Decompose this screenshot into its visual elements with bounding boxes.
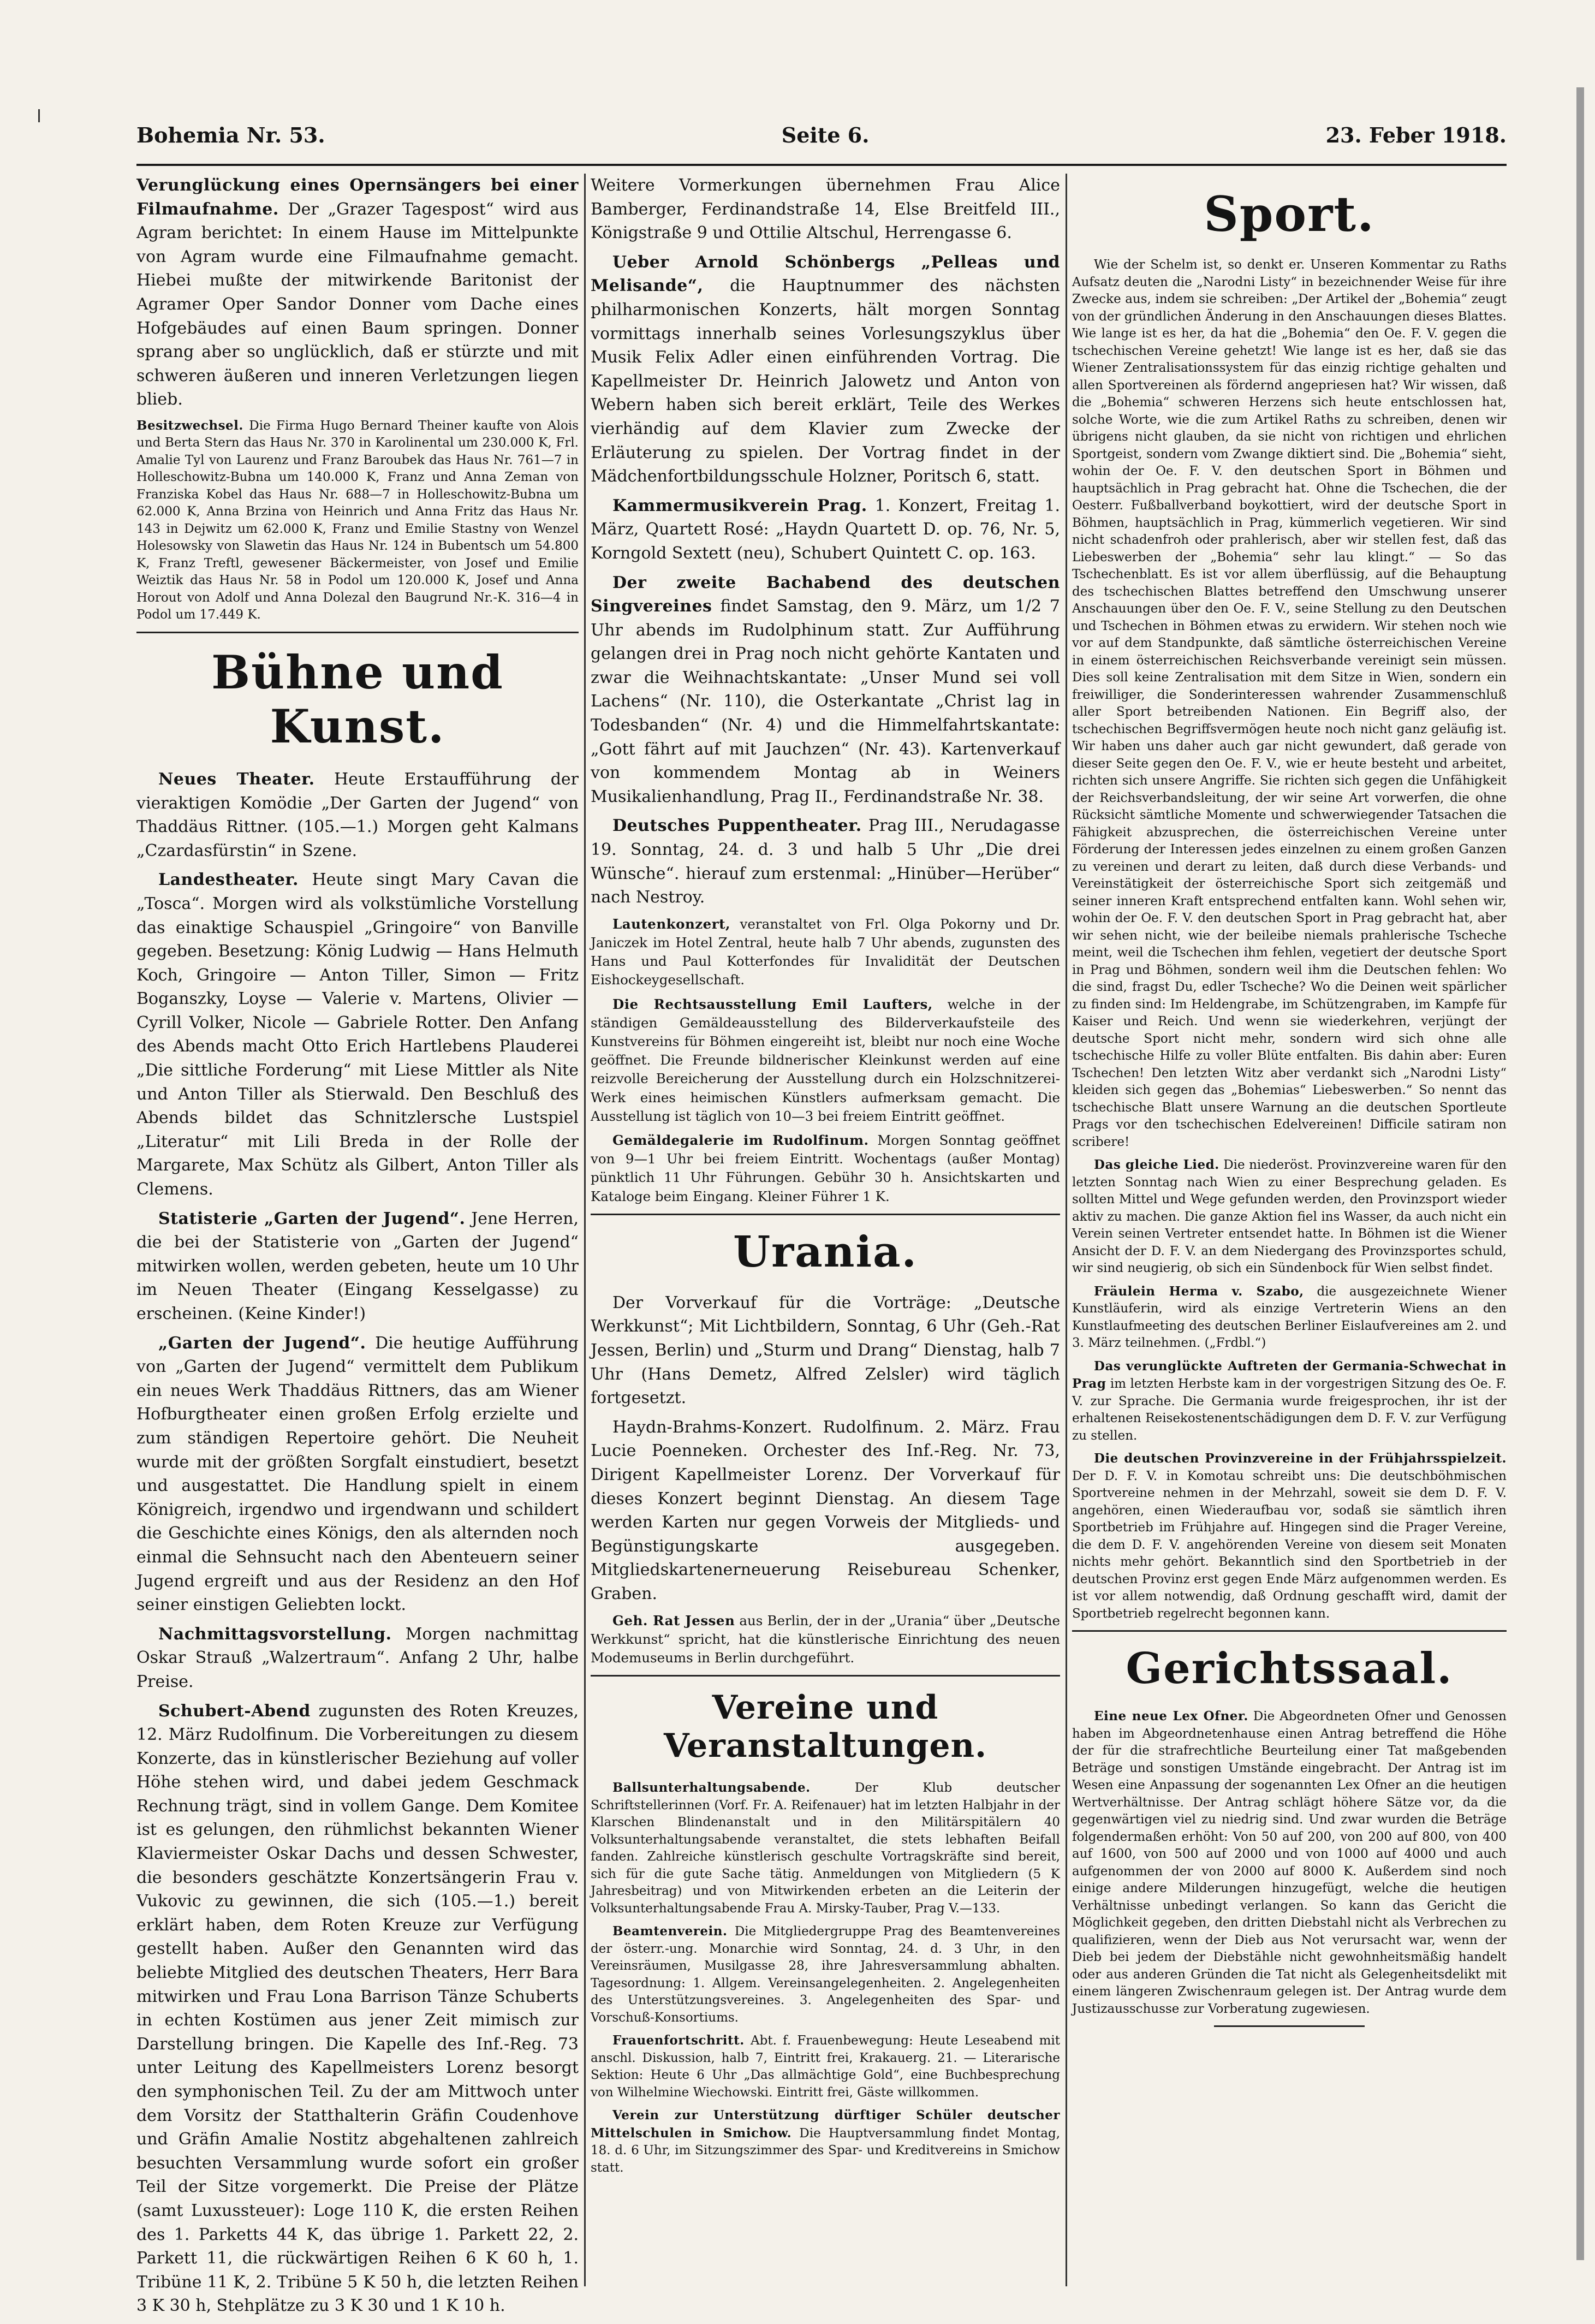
article-body: Die Firma Hugo Bernard Theiner kaufte von Alois und Berta Stern das Haus Nr. 370 in Karolinental um 230.000 K, Frl. Amalie Tyl von Laurenz und Franz Baroubek das Haus Nr. 761—7 in Holleschowitz-Bubna um 140.000 K, Franz und Anna Zeman von Franziska Kobel das Haus Nr. 688—7 in Holleschowitz-Bubna um 62.000 K, Anna Brzina von Heinrich und Anna Fritz das Haus Nr. 143 in Dejwitz um 62.000 K, Franz und Emilie Stastny von Wenzel Holesowsky von Slawetin das Haus Nr. 124 in Bubentsch um 54.800 K, Franz Treftl, gewesener Bäckermeister, von Josef und Emilie Weiztik das Haus Nr. 58 in Podol um 120.000 K, Josef und Anna Horout von Adolf und Anna Dolezal den Baugrund Nr.-K. 316—4 in Podol um 17.449 K. (136, 418, 579, 622)
column-divider (1066, 174, 1067, 2286)
article-body: die Hauptnummer des nächsten philharmonischen Konzerts, hält morgen Sonntag vormittags innerhalb seines Vorlesungszyklus über Musik Felix Adler einen einführenden Vortrag. Die Kapellmeister Dr. Heinrich Jalowetz und Anton von Webern haben sich bereit erklärt, Teile des Werkes vierhändig auf dem Klavier zum Zwecke der Erläuterung zu spielen. Der Vortrag findet in der Mädchenfortbildungsschule Holzner, Poritsch 6, statt. (591, 276, 1060, 486)
article-headline: Die deutschen Provinzvereine in der Frühjahrsspielzeit. (1094, 1451, 1507, 1466)
article-headline: Eine neue Lex Ofner. (1094, 1709, 1248, 1723)
header-rule (136, 164, 1507, 166)
article-schubert-abend (136, 1699, 579, 2318)
article-body: 1. Konzert, Freitag 1. März, Quartett Rosé: „Haydn Quartett D. op. 76, Nr. 5, Korngold Sextett (neu), Schubert Quintett C. op. 163. (591, 496, 1060, 563)
article-headline: Landestheater. (158, 870, 299, 890)
article-body: Die Abgeordneten Ofner und Genossen haben im Abgeordnetenhause einen Antrag betreffend die Höhe der für die strafrechtliche Beurteilung einer Tat maßgebenden Beträge und sonstigen Umstände eingebracht. Der Antrag ist im Wesen eine Anpassung der sogenannten Lex Ofner an die heutigen Wertverhältnisse. Der Antrag schlägt höhere Sätze vor, da die gegenwärtigen viel zu niedrig sind. Und zwar wurden die Beträge folgendermaßen erhöht: Von 50 auf 200, von 200 auf 800, von 400 auf 1600, von 500 auf 2000 und von 1000 auf 4000 und auch aufgenommen der von 2000 auf 8000 K. Außerdem sind noch einige andere Milderungen hinzugefügt, welche die heutigen Verhältnisse unbedingt verlangen. So kann das Gericht die Möglichkeit gegeben, den dritten Diebstahl nicht als Verbrechen zu qualifizieren, wenn der Dieb aus Not verursacht war, wenn der Dieb bei jedem der Diebstähle nicht gewohnheitsmäßig handelt oder aus anderen Gründen die Tat nicht als Gelegenheitsdelikt mit einem längeren Zwischenraum gelegen ist. Der Antrag wurde dem Justizausschusse zur Vorberatung zugewiesen. (1072, 1709, 1507, 2016)
article-headline: Besitzwechsel. (136, 418, 243, 433)
article-bachabend (591, 571, 1060, 809)
article-body: Morgen Sonntag geöffnet von 9—1 Uhr bei freiem Eintritt. Wochentags (außer Montag) pünktlich 11 Uhr Führungen. Gebühr 30 h. Ansichtskarten und Kataloge beim Eingang. Kleiner Führer 1 K. (591, 1132, 1060, 1204)
article-body: Der D. F. V. in Komotau schreibt uns: Die deutschböhmischen Sportvereine nehmen in der Mehrzahl, soweit sie dem D. F. V. angehören, einen Wiederaufbau vor, sodaß sie sämtlich ihren Sportbetrieb im Frühjahre auf. Hingegen sind die Prager Vereine, die dem D. F. V. angehörenden Vereine von diesem seit Monaten nichts mehr gehört. Bekanntlich sind den Sportbetrieb in der deutschen Provinz erst gegen Ende März aufgenommen werden. Es ist vor allem notwendig, daß Ordnung geschafft wird, damit der Sportbetrieb regelrecht begonnen kann. (1072, 1469, 1507, 1621)
section-title-urania: Urania. (733, 1227, 918, 1277)
article-body: Der Klub deutscher Schriftstellerinnen (Vorf. Fr. A. Reifenauer) hat im letzten Halbjahr in der Klarschen Blindenanstalt und in den Militärspitälern 40 Volksunterhaltungsabende veranstaltet, die stets lebhaften Beifall fanden. Zahlreiche künstlerisch geschulte Vortragskräfte sind bereit, sich für die gute Sache tätig. Anmeldungen von Mitgliedern (5 K Jahresbeitrag) und von Mitwirkenden erbeten an die Leiterin der Volksunterhaltungsabende Frau A. Mirsky-Tauber, Prag V.—133. (591, 1781, 1060, 1916)
article-beamtenverein (591, 1923, 1060, 2026)
article-body: veranstaltet von Frl. Olga Pokorny und Dr. Janiczek im Hotel Zentral, heute halb 7 Uhr abends, zugunsten des Hans und Paul Kotterfondes für Invalidität der Deutschen Eishockeygesellschaft. (591, 916, 1060, 988)
article-headline: Verein zur Unterstützung dürftiger Schüler deutscher Mittelschulen in Smichow. (591, 2108, 1060, 2141)
article-ballsunterhaltung (591, 1779, 1060, 1917)
article-headline: Gemäldegalerie im Rudolfinum. (612, 1132, 869, 1149)
article-schelm (1072, 257, 1507, 1151)
article-body: die ausgezeichnete Wiener Kunstläuferin, wird als einzige Vertreterin Wiens an den Kunstlaufmeeting des deutschen Berliner Eislaufvereines am 2. und 3. März teilnehmen. („Frdbl.“) (1072, 1284, 1507, 1350)
article-body: findet Samstag, den 9. März, um 1/2 7 Uhr abends im Rudolphinum statt. Zur Aufführung gelangen drei in Prag noch nicht gehörte Kantaten und zwar die Weihnachtskantate: „Unser Mund sei voll Lachens“ (Nr. 110), die Osterkantate „Christ lag in Todesbanden“ (Nr. 4) und die Himmelfahrtskantate: „Gott fährt auf mit Jauchzen“ (Nr. 43). Kartenverkauf von kommendem Montag ab in Weiners Musikalienhandlung, Prag II., Ferdinandstraße Nr. 38. (591, 597, 1060, 806)
article-headline: Neues Theater. (158, 769, 315, 789)
article-kammermusikverein (591, 494, 1060, 566)
article-body: zugunsten des Roten Kreuzes, 12. März Rudolfinum. Die Vorbereitungen zu diesem Konzerte, das in künstlerischer Beziehung auf voller Höhe stehen wird, und dabei jedem Geschmack Rechnung trägt, sind in vollem Gange. Dem Komitee ist es gelungen, den rühmlichst bekannten Wiener Klaviermeister Oskar Dachs und dessen Schwester, die besonders geschätzte Konzertsängerin Frau v. Vukovic zu gewinnen, die sich (105.—1.) bereit erklärt haben, dem Roten Kreuze zur Verfügung gestellt haben. Außer den Genannten wird das beliebte Mitglied des deutschen Theaters, Herr Bara mitwirken und Frau Lona Barrison Tänze Schuberts in echten Kostümen aus jener Zeit mimisch zur Darstellung bringen. Die Kapelle des Inf.-Reg. 73 unter Leitung des Kapellmeisters Lorenz besorgt den symphonischen Teil. Zu der am Mittwoch unter dem Vorsitz der Statthalterin Gräfin Coudenhove und Gräfin Amalie Nostitz abgehaltenen zahlreich besuchten Versammlung wurde sofort ein großer Teil der Sitze vorgemerkt. Die Preise der Plätze (samt Luxussteuer): Loge 110 K, die ersten Reihen des 1. Parketts 44 K, das übrige 1. Parkett 22, 2. Parkett 11, die rückwärtigen Reihen 6 K 60 h, 1. Tribüne 11 K, 2. Tribüne 5 K 50 h, die letzten Reihen 3 K 30 h, Stehplätze zu 3 K 30 und 1 K 10 h. (136, 1701, 579, 2316)
column-3 (1072, 174, 1507, 2286)
article-body: Die Mitgliedergruppe Prag des Beamtenvereines der österr.-ung. Monarchie wird Sonntag, 24. d. 3 Uhr, in den Vereinsräumen, Musilgasse 28, ihre Jahresversammlung abhalten. Tagesordnung: 1. Allgem. Vereinsangelegenheiten. 2. Angelegenheiten des Unterstützungsvereines. 3. Angelegenheiten des Spar- und Vorschuß-Konsortiums. (591, 1924, 1061, 2025)
article-gemaeldegalerie (591, 1131, 1060, 1206)
article-body: Haydn-Brahms-Konzert. Rudolfinum. 2. März. Frau Lucie Poenneken. Orchester des Inf.-Reg. Nr. 73, Dirigent Kapellmeister Lorenz. Der Vorverkauf für dieses Konzert beginnt Dienstag. An diesem Tage werden Karten nur gegen Vorweis der Mitglieds- und Begünstigungskarte ausgegeben. Mitgliedskartenerneuerung Reisebureau Schenker, Graben. (591, 1417, 1060, 1603)
article-headline: Das gleiche Lied. (1094, 1157, 1219, 1172)
article-headline: Nachmittagsvorstellung. (158, 1624, 392, 1644)
article-neues-theater (136, 768, 579, 863)
article-nachmittagsvorstellung (136, 1622, 579, 1694)
article-frauenfortschritt (591, 2032, 1060, 2101)
article-statisterie (136, 1207, 579, 1326)
column-divider (584, 174, 586, 2286)
article-landestheater (136, 868, 579, 1201)
article-jessen (591, 1612, 1060, 1668)
section-rule (136, 632, 579, 633)
article-body: Der „Grazer Tagespost“ wird aus Agram berichtet: In einem Hause im Mittelpunkte von Agram wurde eine Filmaufnahme gemacht. Hiebei mußte der mitwirkende Baritonist der Agramer Oper Sandor Donner vom Dache eines Hofgebäudes auf einen Baum springen. Donner sprang aber so unglücklich, daß er stürzte und mit schweren äußeren und inneren Verletzungen liegen blieb. (136, 199, 579, 409)
article-vormerkungen (591, 174, 1060, 245)
article-body: Heute singt Mary Cavan die „Tosca“. Morgen wird als volkstümliche Vorstellung das einaktige Schauspiel „Gringoire“ von Banville gegeben. Besetzung: König Ludwig — Hans Helmuth Koch, Gringoire — Anton Tiller, Simon — Fritz Boganszky, Loyse — Valerie v. Martens, Olivier — Cyrill Volker, Nicole — Gabriele Rotter. Den Anfang des Abends macht Otto Erich Hartlebens Plauderei „Die sittliche Forderung“ mit Liese Mittler als Nite und Anton Tiller als Stierwald. Den Beschluß des Abends bildet das Schnitzlersche Lustspiel „Literatur“ mit Lili Breda in der Rolle der Margarete, Max Schütz als Gilbert, Anton Tiller als Clemens. (136, 870, 579, 1199)
header-masthead: Bohemia Nr. 53. (136, 122, 325, 147)
article-headline: Geh. Rat Jessen (612, 1612, 735, 1628)
article-headline: Frauenfortschritt. (612, 2033, 745, 2048)
section-title-vereine: Vereine und Veranstaltungen. (663, 1689, 987, 1766)
article-puppentheater (591, 814, 1060, 909)
article-headline: Fräulein Herma v. Szabo, (1094, 1283, 1304, 1299)
article-headline: „Garten der Jugend“. (158, 1333, 366, 1353)
article-haydn-brahms (591, 1416, 1060, 1606)
article-body: Die niederöst. Provinzvereine waren für den letzten Sonntag nach Wien zu einer Besprechung geladen. Es sollten Mittel und Wege gefunden werden, den Provinzsport wieder aktiv zu machen. Die ganze Aktion fiel ins Wasser, da auch nicht ein Verein seinen Vertreter entsendet hatte. In Böhmen ist die Wiener Ansicht der D. F. V. an dem Niedergang des Provinzsportes schuld, wir sind neugierig, ob sich ein Sündenbock für Wien selbst findet. (1072, 1158, 1507, 1275)
article-garten-der-jugend (136, 1332, 579, 1617)
section-title-gerichtssaal: Gerichtssaal. (1126, 1644, 1453, 1693)
article-body: Der Vorverkauf für die Vorträge: „Deutsche Werkkunst“; Mit Lichtbildern, Sonntag, 6 Uhr (Geh.-Rat Jessen, Berlin) und „Sturm und Drang“ Dienstag, halb 7 Uhr (Hans Demetz, Alfred Zelsler) wird täglich fortgesetzt. (591, 1293, 1060, 1408)
article-headline: Statisterie „Garten der Jugend“. (158, 1209, 466, 1228)
section-title-buehne-kunst: Bühne und Kunst. (211, 645, 504, 753)
article-body: Heute Erstaufführung der vieraktigen Komödie „Der Garten der Jugend“ von Thaddäus Rittner. (105.—1.) Morgen geht Kalmans „Czardasfürstin“ in Szene. (136, 769, 579, 860)
article-lex-ofner (1072, 1708, 1507, 2018)
article-szabo (1072, 1283, 1507, 1352)
article-opernsaenger (136, 174, 579, 412)
article-headline: Der zweite Bachabend des deutschen Singvereines (591, 573, 1060, 616)
section-rule (591, 1214, 1060, 1215)
article-headline: Schubert-Abend (158, 1701, 311, 1721)
article-body: aus Berlin, der in der „Urania“ über „Deutsche Werkkunst“ spricht, hat die künstlerische Einrichtung des neuen Modemuseums in Berlin durchgeführt. (591, 1612, 1060, 1666)
article-besitzwechsel (136, 417, 579, 624)
article-headline: Deutsches Puppentheater. (612, 816, 862, 836)
article-headline: Verunglückung eines Opernsängers bei einer Filmaufnahme. (136, 176, 579, 219)
header-page-number: Seite 6. (781, 122, 870, 147)
article-gleiche-lied (1072, 1156, 1507, 1277)
scan-edge (1576, 87, 1584, 2260)
article-body: Wie der Schelm ist, so denkt er. Unseren Kommentar zu Raths Aufsatz deuten die „Narodni Listy“ in bezeichnender Weise für ihre Zwecke aus, indem sie schreiben: „Der Artikel der „Bohemia“ zeugt von der gründlichen Änderung in den Anschauungen dieses Blattes. Wie lange ist es her, da hat die „Bohemia“ den Oe. F. V. gegen die tschechischen Vereine gehetzt! Wie lange ist es her, daß sie das Wiener Zentralisationssystem für das einzig richtige gehalten und allen Sportvereinen als fördernd angepriesen hat? Wir wissen, daß die „Bohemia“ schweren Herzens sich heute entschlossen hat, solche Worte, wie die zum Artikel Raths zu schreiben, denen wir übrigens nicht glauben, da sie nicht von richtigen und ehrlichen Sportgeist, sondern vom Zwange diktiert sind. Die „Bohemia“ sieht, wohin der Oe. F. V. den deutschen Sport in Böhmen und hauptsächlich in Prag gebracht hat. Ohne die Tschechen, die der Oesterr. Fußballverband boykottiert, wird der deutsche Sport in Böhmen, hauptsächlich in Prag, kümmerlich vegetieren. Wir sind nicht schadenfroh oder prahlerisch, aber wir stellen fest, daß das Liebeswerben der „Bohemia“ sehr lau klingt.“ — So das Tschechenblatt. Es ist vor allem überflüssig, auf die Behauptung des tschechischen Blattes betreffend den Umschwung unserer Anschauungen über den Oe. F. V., seine Stellung zu den Deutschen und Tschechen in Böhmen etwas zu erwidern. Wir stehen noch wie vor auf dem Standpunkte, daß sämtliche österreichischen Vereine in einem österreichischen Reichsverbande vereinigt sein müssen. Dies soll keine Zentralisation mit dem Sitze in Wien, sondern ein freiwilliger, die Sonderinteressen wahrender Zusammenschluß aller Sport betreibenden Nationen. Ein Begriff also, der tschechischen Begriffsvermögen heute noch nicht ganz geläufig ist. Wir haben uns daher auch gar nicht gewundert, daß gerade von dieser Seite gegen den Oe. F. V., wie er heute besteht und arbeitet, richten sich unsere Angriffe. Sie richten sich gegen die Unfähigkeit der Reichsverbandsleitung, der wir seine Art vorwerfen, die ohne Rücksicht sämtliche Momente und schwerwiegender Tatsachen die Fähigkeit abzusprechen, die österreichischen Vereine unter Förderung der Interessen jedes einzelnen zu einem großen Ganzen zu vereinen und derart zu leiten, daß durch diese Verbands- und Vereinstätigkeit der österreichische Sport sich zeitgemäß und seiner inneren Kraft entsprechend entfalten kann. Wohl sehen wir, wohin der Oe. F. V. den deutschen Sport in Prag gebracht hat, aber wir sehen nicht, wie der beileibe niemals prahlerische Tscheche meint, weil die Tschechen ihm fehlen, vegetiert der deutsche Sport in Prag und Böhmen, sondern weil ihm die Deutschen fehlen: Wo die sind, fragst Du, edler Tscheche? Wo die Deinen weit spärlicher zu finden sind: Im Heldengrabe, im Schützengraben, im Kampfe für Kaiser und Reich. Und wenn sie wiederkehren, verjüngt der deutsche Sport nicht mehr, sondern wird sich ohne alle tschechische Hilfe zu voller Blüte entfalten. Bis dahin aber: Euren Tschechen! Den letzten Witz aber verdankt sich „Narodni Listy“ kleiden sich gegen das „Bohemias“ Liebeswerben.“ So nennt das tschechische Blatt unsere Warnung an die deutschen Sportleute Prags vor den tschechischen Edelvereinen! Difficile satiram non scribere! (1072, 258, 1507, 1149)
section-title-sport: Sport. (1204, 186, 1375, 242)
margin-mark (38, 109, 40, 122)
article-rechtsausstellung (591, 995, 1060, 1126)
end-rule (1214, 2025, 1365, 2027)
article-body: Jene Herren, die bei der Statisterie von „Garten der Jugend“ mitwirken wollen, werden gebeten, heute um 10 Uhr im Neuen Theater (Eingang Kesselgasse) zu erscheinen. (Keine Kinder!) (136, 1209, 579, 1323)
article-schoenberg (591, 251, 1060, 489)
article-body: Weitere Vormerkungen übernehmen Frau Alice Bamberger, Ferdinandstraße 14, Else Breitfeld III., Königstraße 9 und Ottilie Altschul, Herrengasse 6. (591, 176, 1060, 243)
article-headline: Ballsunterhaltungsabende. (612, 1780, 811, 1796)
article-schuelerverein (591, 2107, 1060, 2177)
article-provinzvereine (1072, 1450, 1507, 1622)
article-body: Morgen nachmittag Oskar Strauß „Walzertraum“. Anfang 2 Uhr, halbe Preise. (136, 1624, 579, 1691)
article-urania-vorverkauf (591, 1291, 1060, 1410)
section-rule (591, 1675, 1060, 1677)
article-headline: Kammermusikverein Prag. (612, 496, 867, 515)
article-lautenkonzert (591, 915, 1060, 990)
article-headline: Das verunglückte Auftreten der Germania-Schwechat in Prag (1072, 1358, 1507, 1391)
article-headline: Lautenkonzert, (612, 916, 731, 932)
article-body: Die Hauptversammlung findet Montag, 18. d. 6 Uhr, im Sitzungszimmer des Spar- und Kreditvereins in Smichow statt. (591, 2126, 1061, 2175)
article-body: Die heutige Aufführung von „Garten der Jugend“ vermittelt dem Publikum ein neues Werk Thaddäus Rittners, das am Wiener Hofburgtheater einen großen Erfolg erzielte und zum ständigen Repertoire gehört. Die Neuheit wurde mit der größten Sorgfalt einstudiert, besetzt und ausgestattet. Die Handlung spielt in einem Königreich, irgendwo und irgendwann und schildert die Geschichte eines Königs, den als alternden noch einmal die Sehnsucht nach den Abenteuern seiner Jugend ergreift und aus der Residenz an den Hof seiner einstigen Geliebten lockt. (136, 1333, 579, 1615)
article-headline: Beamtenverein. (612, 1924, 728, 1939)
article-germania (1072, 1358, 1507, 1445)
section-rule (1072, 1630, 1507, 1632)
page-header (136, 116, 1507, 154)
article-body: Abt. f. Frauenbewegung: Heute Leseabend mit anschl. Diskussion, halb 7, Eintritt frei, Krakauerg. 21. — Literarische Sektion: Heute 6 Uhr „Das allmächtige Gold“, eine Buchbesprechung von Wilhelmine Wiechowski. Eintritt frei, Gäste willkommen. (591, 2034, 1061, 2100)
article-body: im letzten Herbste kam in der vorgestrigen Sitzung des Oe. F. V. zur Sprache. Die Germania wurde freigesprochen, ihr ist der erhaltenen Reisekostenentschädigungen dem D. F. V. zur Verfügung zu stellen. (1072, 1377, 1507, 1443)
header-date: 23. Feber 1918. (1325, 122, 1507, 147)
column-1 (136, 174, 579, 2316)
article-headline: Die Rechtsausstellung Emil Laufters, (612, 996, 933, 1012)
article-body: Prag III., Nerudagasse 19. Sonntag, 24. d. 3 und halb 5 Uhr „Die drei Wünsche“. hierauf zum erstenmal: „Hinüber—Herüber“ nach Nestroy. (591, 816, 1060, 907)
article-headline: Ueber Arnold Schönbergs „Pelleas und Melisande“, (591, 252, 1060, 296)
article-body: welche in der ständigen Gemäldeausstellung des Bilderverkaufsteile des Kunstvereins für Böhmen eingereiht ist, bleibt nur noch eine Woche geöffnet. Die Freunde bildnerischer Kleinkunst werden auf eine reizvolle Bereicherung der Ausstellung durch ein Holzschnitzerei-Werk eines heimischen Künstlers aufmerksam gemacht. Die Ausstellung ist täglich von 10—3 bei freiem Eintritt geöffnet. (591, 996, 1060, 1124)
column-2 (591, 174, 1060, 2286)
